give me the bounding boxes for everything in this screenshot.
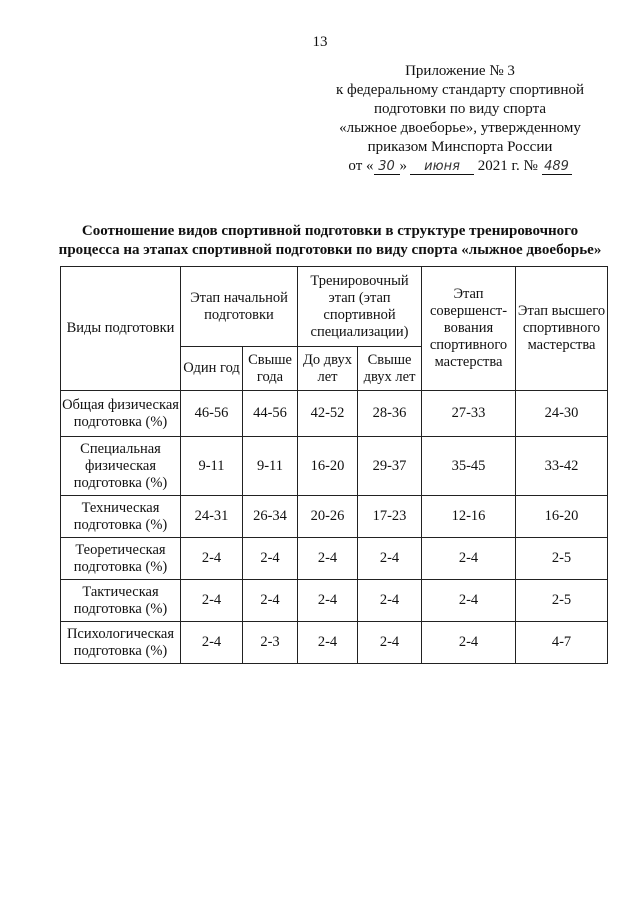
table-cell: 2-5 bbox=[516, 538, 608, 580]
table-row bbox=[61, 496, 608, 538]
table-cell: 9-11 bbox=[181, 437, 243, 496]
table-row bbox=[61, 622, 608, 664]
table-cell: 35-45 bbox=[422, 437, 516, 496]
table-cell: 2-4 bbox=[181, 538, 243, 580]
appendix-line-4: «лыжное двоеборье», утвержденному bbox=[339, 120, 581, 136]
table-row bbox=[61, 580, 608, 622]
table-cell: 46-56 bbox=[181, 391, 243, 437]
table-cell: 20-26 bbox=[298, 496, 358, 538]
subheader-over-two-years: Свыше двух лет bbox=[358, 347, 422, 391]
date-month-handwritten: июня bbox=[410, 160, 474, 175]
table-row bbox=[61, 538, 608, 580]
table-cell: 28-36 bbox=[358, 391, 422, 437]
table-cell: 2-4 bbox=[358, 538, 422, 580]
table-cell: 17-23 bbox=[358, 496, 422, 538]
table-cell: 12-16 bbox=[422, 496, 516, 538]
table-cell: 9-11 bbox=[243, 437, 298, 496]
subheader-over-year: Свыше года bbox=[243, 347, 298, 391]
table-cell: 33-42 bbox=[516, 437, 608, 496]
table-cell: 16-20 bbox=[298, 437, 358, 496]
table-cell: 2-5 bbox=[516, 580, 608, 622]
appendix-header bbox=[300, 62, 620, 176]
appendix-line-1: Приложение № 3 bbox=[405, 63, 515, 79]
table-cell: 42-52 bbox=[298, 391, 358, 437]
table-header-row bbox=[61, 267, 608, 347]
appendix-line-5: приказом Минспорта России bbox=[367, 139, 553, 155]
header-training-stage: Тренировочный этап (этап спортивной специализации) bbox=[298, 267, 422, 347]
table-cell: 2-4 bbox=[181, 622, 243, 664]
document-title bbox=[30, 222, 630, 260]
header-initial-stage: Этап начальной подготовки bbox=[181, 267, 298, 347]
row-type: Тактическая подготовка (%) bbox=[61, 580, 181, 622]
header-highest-stage: Этап высшего спортивного мастерства bbox=[516, 267, 608, 391]
subheader-one-year: Один год bbox=[181, 347, 243, 391]
table-cell: 44-56 bbox=[243, 391, 298, 437]
page-number: 13 bbox=[312, 34, 328, 50]
table-cell: 2-4 bbox=[298, 580, 358, 622]
table-cell: 24-30 bbox=[516, 391, 608, 437]
table-cell: 2-4 bbox=[298, 538, 358, 580]
table-cell: 16-20 bbox=[516, 496, 608, 538]
table-row bbox=[61, 437, 608, 496]
row-type: Теоретическая подготовка (%) bbox=[61, 538, 181, 580]
table-cell: 2-4 bbox=[422, 580, 516, 622]
table-cell: 29-37 bbox=[358, 437, 422, 496]
table-cell: 2-4 bbox=[358, 580, 422, 622]
subheader-up-to-two-years: До двух лет bbox=[298, 347, 358, 391]
table-cell: 24-31 bbox=[181, 496, 243, 538]
date-day-handwritten: 30 bbox=[374, 160, 400, 175]
training-ratio-table bbox=[60, 266, 608, 664]
table-cell: 2-4 bbox=[243, 580, 298, 622]
row-type: Психологическая подготовка (%) bbox=[61, 622, 181, 664]
table-cell: 27-33 bbox=[422, 391, 516, 437]
table-cell: 2-4 bbox=[422, 622, 516, 664]
table-cell: 2-4 bbox=[181, 580, 243, 622]
title-line-1: Соотношение видов спортивной подготовки в структуре тренировочного bbox=[81, 223, 579, 239]
table-cell: 2-4 bbox=[243, 538, 298, 580]
table-cell: 4-7 bbox=[516, 622, 608, 664]
row-type: Специальная физическая подготовка (%) bbox=[61, 437, 181, 496]
table-cell: 26-34 bbox=[243, 496, 298, 538]
row-type: Общая физическая подготовка (%) bbox=[61, 391, 181, 437]
appendix-line-2: к федеральному стандарту спортивной bbox=[335, 82, 585, 98]
table-cell: 2-4 bbox=[358, 622, 422, 664]
header-training-type: Виды подготовки bbox=[61, 267, 181, 391]
appendix-line-3: подготовки по виду спорта bbox=[374, 101, 546, 117]
date-prefix: от « bbox=[348, 158, 374, 174]
header-improvement-stage: Этап совершенст-вования спортивного мастерства bbox=[422, 267, 516, 391]
table-cell: 2-4 bbox=[298, 622, 358, 664]
table-row bbox=[61, 391, 608, 437]
order-number-handwritten: 489 bbox=[542, 160, 572, 175]
row-type: Техническая подготовка (%) bbox=[61, 496, 181, 538]
title-line-2: процесса на этапах спортивной подготовки по виду спорта «лыжное двоеборье» bbox=[58, 242, 602, 258]
table-cell: 2-4 bbox=[422, 538, 516, 580]
appendix-date-line bbox=[300, 157, 620, 176]
date-mid: » bbox=[399, 158, 408, 174]
date-year: 2021 г. № bbox=[477, 158, 538, 174]
table-cell: 2-3 bbox=[243, 622, 298, 664]
